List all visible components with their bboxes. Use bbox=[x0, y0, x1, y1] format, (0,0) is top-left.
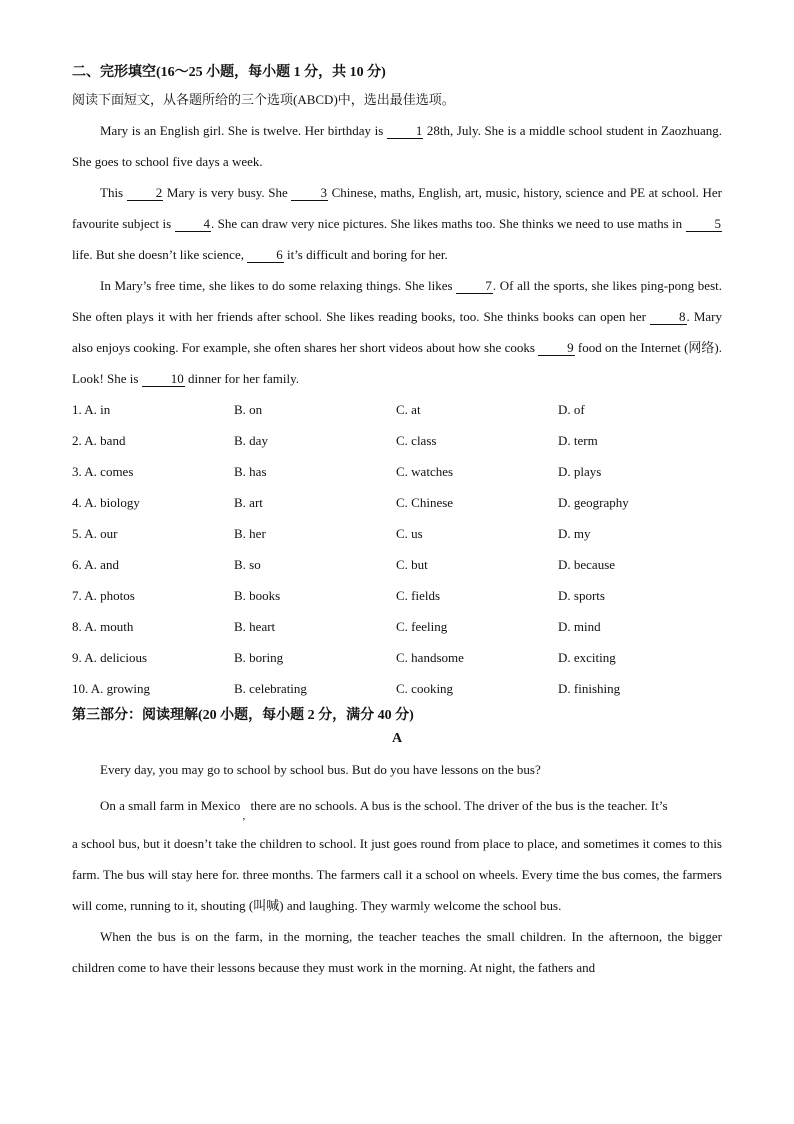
option-row bbox=[72, 425, 722, 456]
blank-6: 6 bbox=[247, 247, 284, 263]
blank-7: 7 bbox=[456, 278, 493, 294]
reading-paragraph-3: When the bus is on the farm, in the morning, the teacher teaches the small children. In the afternoon, the bigger children come to have their lessons because they must work in the morning. At night, the fathers and bbox=[72, 929, 722, 975]
text-run: it’s difficult and boring for her. bbox=[283, 247, 448, 262]
option-b: B. books bbox=[234, 587, 281, 603]
option-a: 5. A. our bbox=[72, 525, 118, 541]
option-a: 6. A. and bbox=[72, 556, 119, 572]
option-d: D. finishing bbox=[558, 680, 621, 696]
option-d: D. because bbox=[558, 556, 616, 572]
comma-mark: , bbox=[242, 810, 246, 822]
blank-2: 2 bbox=[127, 185, 164, 201]
text-run: . She can draw very nice pictures. She likes maths too. She thinks we need to use maths in bbox=[211, 216, 686, 231]
option-row bbox=[72, 549, 722, 580]
option-a: 1. A. in bbox=[72, 401, 111, 417]
option-row bbox=[72, 456, 722, 487]
option-d: D. geography bbox=[558, 494, 629, 510]
text-run: This bbox=[100, 185, 127, 200]
text-run: dinner for her family. bbox=[184, 371, 300, 386]
option-c: C. Chinese bbox=[396, 494, 454, 510]
option-d: D. exciting bbox=[558, 649, 616, 665]
text-run: . Of all the sports, she likes ping-pong best. She often plays it with her friends after school. She likes reading books, too. She thinks books can open her bbox=[72, 278, 723, 324]
option-b: B. on bbox=[234, 401, 263, 417]
cloze-paragraph-3 bbox=[72, 270, 722, 394]
option-b: B. art bbox=[234, 494, 263, 510]
option-d: D. plays bbox=[558, 463, 602, 479]
option-c: C. feeling bbox=[396, 618, 448, 634]
text-run: food on the Internet (网络). Look! She is bbox=[72, 340, 722, 386]
blank-1: 1 bbox=[387, 123, 424, 139]
option-a: 4. A. biology bbox=[72, 494, 140, 510]
option-c: C. handsome bbox=[396, 649, 464, 665]
option-row bbox=[72, 580, 722, 611]
option-d: D. sports bbox=[558, 587, 605, 603]
text-run: In Mary’s free time, she likes to do some relaxing things. She likes bbox=[100, 278, 457, 293]
reading-section-heading: 第三部分：阅读理解(20 小题，每小题 2 分，满分 40 分) bbox=[72, 708, 414, 723]
option-d: D. mind bbox=[558, 618, 601, 634]
option-a: 3. A. comes bbox=[72, 463, 134, 479]
document-page bbox=[72, 62, 722, 983]
reading-paragraph-2: a school bus, but it doesn’t take the children to school. It just goes round from place to place, and sometimes it comes to this farm. The bus will stay here for. three months. The farmers call it a school on wheels. Every time the bus comes, the farmers will come, running to it, shouting (叫喊) and laughing. They warmly welcome the school bus. bbox=[72, 836, 722, 913]
option-d: D. my bbox=[558, 525, 591, 541]
option-b: B. her bbox=[234, 525, 266, 541]
cloze-section-heading: 二、完形填空(16～25 小题，每小题 1 分，共 10 分) bbox=[72, 65, 386, 80]
option-row bbox=[72, 487, 722, 518]
cloze-instruction: 阅读下面短文，从各题所给的三个选项(ABCD)中，选出最佳选项。 bbox=[72, 92, 455, 107]
option-a: 10. A. growing bbox=[72, 680, 150, 696]
option-row bbox=[72, 673, 722, 704]
text-run: there are no schools. A bus is the school. The driver of the bus is the teacher. It’s bbox=[247, 798, 668, 813]
cloze-options bbox=[72, 394, 722, 704]
option-c: C. cooking bbox=[396, 680, 454, 696]
text-run: Mary is very busy. She bbox=[163, 185, 292, 200]
text-run: . Mary also enjoys cooking. For example, she often shares her short videos about how she cooks bbox=[72, 309, 722, 355]
text-run: Chinese, maths, English, art, music, history, science and PE at school. Her favourite subject is bbox=[72, 185, 722, 231]
blank-10: 10 bbox=[142, 371, 185, 387]
text-run: 28th, July. She is a middle school student in Zaozhuang. She goes to school five days a week. bbox=[72, 123, 722, 169]
blank-9: 9 bbox=[538, 340, 575, 356]
text-run: On a small farm in Mexico bbox=[100, 798, 241, 813]
passage-label: A bbox=[391, 731, 403, 746]
option-c: C. but bbox=[396, 556, 428, 572]
option-b: B. celebrating bbox=[234, 680, 307, 696]
text-run: Mary is an English girl. She is twelve. Her birthday is bbox=[100, 123, 387, 138]
text-run: life. But she doesn’t like science, bbox=[72, 247, 248, 262]
option-row bbox=[72, 611, 722, 642]
option-a: 8. A. mouth bbox=[72, 618, 134, 634]
blank-4: 4 bbox=[175, 216, 212, 232]
option-d: D. term bbox=[558, 432, 598, 448]
option-b: B. so bbox=[234, 556, 261, 572]
option-row bbox=[72, 642, 722, 673]
option-c: C. watches bbox=[396, 463, 454, 479]
option-row bbox=[72, 518, 722, 549]
blank-8: 8 bbox=[650, 309, 687, 325]
option-c: C. fields bbox=[396, 587, 441, 603]
option-a: 9. A. delicious bbox=[72, 649, 148, 665]
option-c: C. at bbox=[396, 401, 421, 417]
reading-paragraph-1: Every day, you may go to school by school bus. But do you have lessons on the bus? bbox=[100, 762, 541, 777]
option-b: B. has bbox=[234, 463, 267, 479]
option-d: D. of bbox=[558, 401, 585, 417]
cloze-paragraph-1 bbox=[72, 115, 722, 177]
option-a: 2. A. band bbox=[72, 432, 126, 448]
blank-5: 5 bbox=[686, 216, 723, 232]
option-b: B. boring bbox=[234, 649, 284, 665]
cloze-paragraph-2 bbox=[72, 177, 722, 270]
option-b: B. heart bbox=[234, 618, 276, 634]
option-row bbox=[72, 394, 722, 425]
option-c: C. us bbox=[396, 525, 423, 541]
blank-3: 3 bbox=[291, 185, 328, 201]
reading-paragraph-2-line-1 bbox=[72, 785, 722, 828]
option-c: C. class bbox=[396, 432, 437, 448]
option-b: B. day bbox=[234, 432, 268, 448]
option-a: 7. A. photos bbox=[72, 587, 135, 603]
